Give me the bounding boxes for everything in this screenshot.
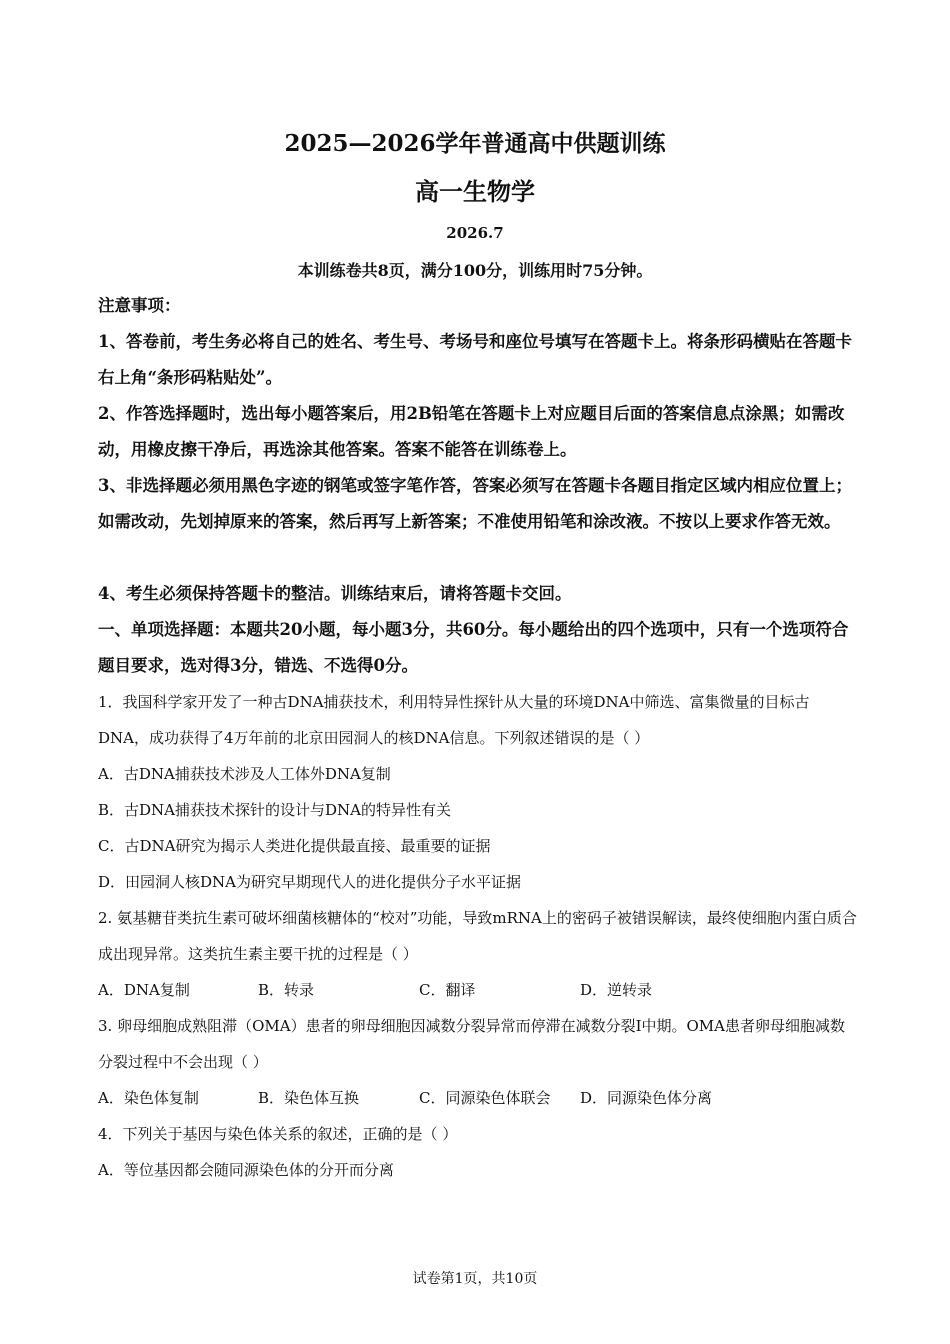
- question-2-option-d: D．逆转录: [580, 981, 653, 999]
- exam-date: 2026.7: [446, 224, 504, 242]
- question-2-option-b: B．转录: [258, 981, 315, 999]
- page-footer: 试卷第1页，共10页: [412, 1271, 538, 1287]
- question-3-option-a: A．染色体复制: [98, 1089, 199, 1107]
- question-3-option-d: D．同源染色体分离: [580, 1089, 713, 1107]
- question-1-option-d: D．田园洞人核DNA为研究早期现代人的进化提供分子水平证据: [98, 873, 522, 891]
- question-1-option-b: B．古DNA捕获技术探针的设计与DNA的特异性有关: [98, 801, 451, 819]
- question-3-stem: 3. 卵母细胞成熟阻滞（OMA）患者的卵母细胞因减数分裂异常而停滞在减数分裂Ⅰ中期。OMA患者卵母细胞减数分裂过程中不会出现（ ）: [98, 1017, 845, 1071]
- note-item: 4、考生必须保持答题卡的整洁。训练结束后，请将答题卡交回。: [98, 584, 572, 603]
- question-4-stem: 4．下列关于基因与染色体关系的叙述，正确的是（ ）: [98, 1125, 458, 1143]
- notes-heading: 注意事项：: [98, 296, 181, 315]
- question-1-stem: 1．我国科学家开发了一种古DNA捕获技术，利用特异性探针从大量的环境DNA中筛选、富集微量的目标古DNA，成功获得了4万年前的北京田园洞人的核DNA信息。下列叙述错误的是（ ）: [98, 693, 810, 747]
- question-1-option-a: A．古DNA捕获技术涉及人工体外DNA复制: [98, 765, 391, 783]
- question-3-option-b: B．染色体互换: [258, 1089, 360, 1107]
- note-item: 1、答卷前，考生务必将自己的姓名、考生号、考场号和座位号填写在答题卡上。将条形码横贴在答题卡右上角“条形码粘贴处”。: [98, 332, 852, 387]
- question-3-option-c: C．同源染色体联会: [419, 1089, 551, 1107]
- exam-title: 2025—2026学年普通高中供题训练: [284, 130, 666, 157]
- subject-title: 高一生物学: [415, 177, 535, 206]
- note-item: 3、非选择题必须用黑色字迹的钢笔或签字笔作答，答案必须写在答题卡各题目指定区域内相应位置上；如需改动，先划掉原来的答案，然后再写上新答案；不准使用铅笔和涂改液。不按以上要求作答无效。: [98, 476, 852, 531]
- question-2-option-a: A．DNA复制: [98, 981, 190, 999]
- question-4-option-a: A．等位基因都会随同源染色体的分开而分离: [98, 1161, 394, 1179]
- question-1-option-c: C．古DNA研究为揭示人类进化提供最直接、最重要的证据: [98, 837, 491, 855]
- question-2-stem: 2. 氨基糖苷类抗生素可破坏细菌核糖体的“校对”功能，导致mRNA上的密码子被错误解读，最终使细胞内蛋白质合成出现异常。这类抗生素主要干扰的过程是（ ）: [98, 909, 857, 963]
- section-heading: 一、单项选择题：本题共20小题，每小题3分，共60分。每小题给出的四个选项中，只有一个选项符合题目要求，选对得3分，错选、不选得0分。: [98, 620, 849, 675]
- note-item: 2、作答选择题时，选出每小题答案后，用2B铅笔在答题卡上对应题目后面的答案信息点涂黑；如需改动，用橡皮擦干净后，再选涂其他答案。答案不能答在训练卷上。: [98, 404, 845, 459]
- exam-info: 本训练卷共8页，满分100分，训练用时75分钟。: [297, 261, 653, 280]
- question-2-option-c: C．翻译: [419, 981, 476, 999]
